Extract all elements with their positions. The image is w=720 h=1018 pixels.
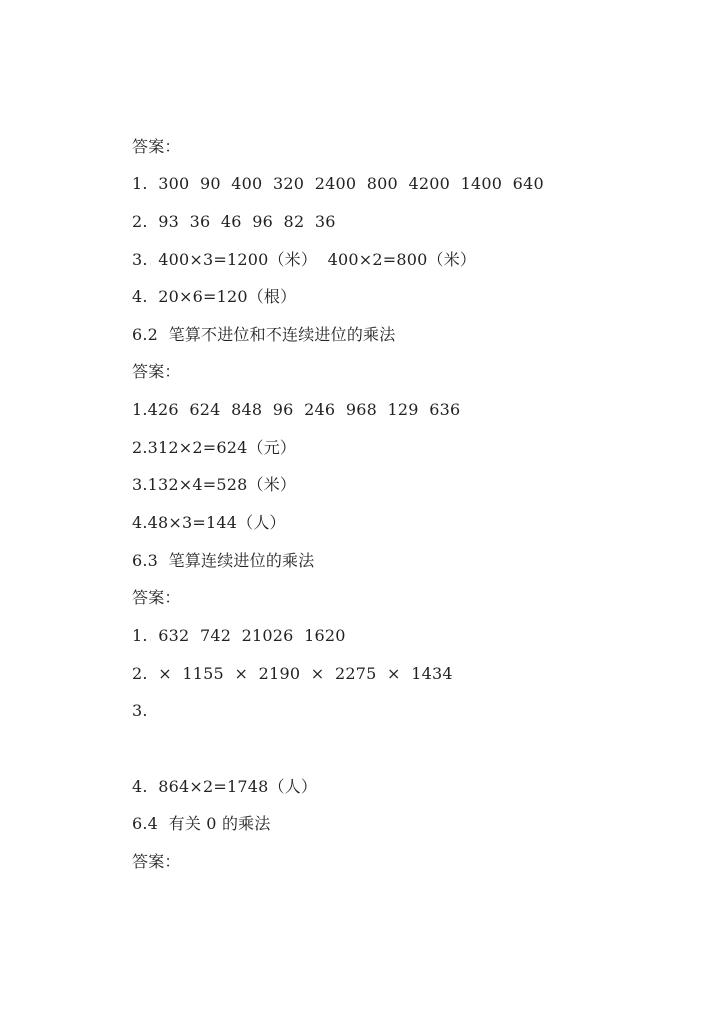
answer-heading: 答案： (132, 137, 181, 156)
answer-line-1: 1. 632 742 21026 1620 (132, 626, 346, 645)
section-title-6-4: 6.4 有关 0 的乘法 (132, 814, 271, 833)
section-title-6-3: 6.3 笔算连续进位的乘法 (132, 551, 315, 570)
section-title-6-2: 6.2 笔算不进位和不连续进位的乘法 (132, 325, 396, 344)
answer-line-2: 2. × 1155 × 2190 × 2275 × 1434 (132, 664, 453, 683)
answer-line-4: 4. 20×6=120（根） (132, 287, 297, 306)
answer-line-2: 2. 93 36 46 96 82 36 (132, 212, 336, 231)
answer-line-3: 3. (132, 701, 148, 720)
answer-line-1: 1. 300 90 400 320 2400 800 4200 1400 640 (132, 174, 544, 193)
answer-line-1: 1.426 624 848 96 246 968 129 636 (132, 400, 461, 419)
answer-heading: 答案： (132, 588, 181, 607)
answer-heading: 答案： (132, 362, 181, 381)
answer-heading: 答案： (132, 852, 181, 871)
answer-line-4: 4. 864×2=1748（人） (132, 777, 318, 796)
answer-line-4: 4.48×3=144（人） (132, 513, 286, 532)
answer-line-2: 2.312×2=624（元） (132, 438, 297, 457)
answer-line-3: 3.132×4=528（米） (132, 475, 297, 494)
answer-line-3: 3. 400×3=1200（米） 400×2=800（米） (132, 250, 477, 269)
